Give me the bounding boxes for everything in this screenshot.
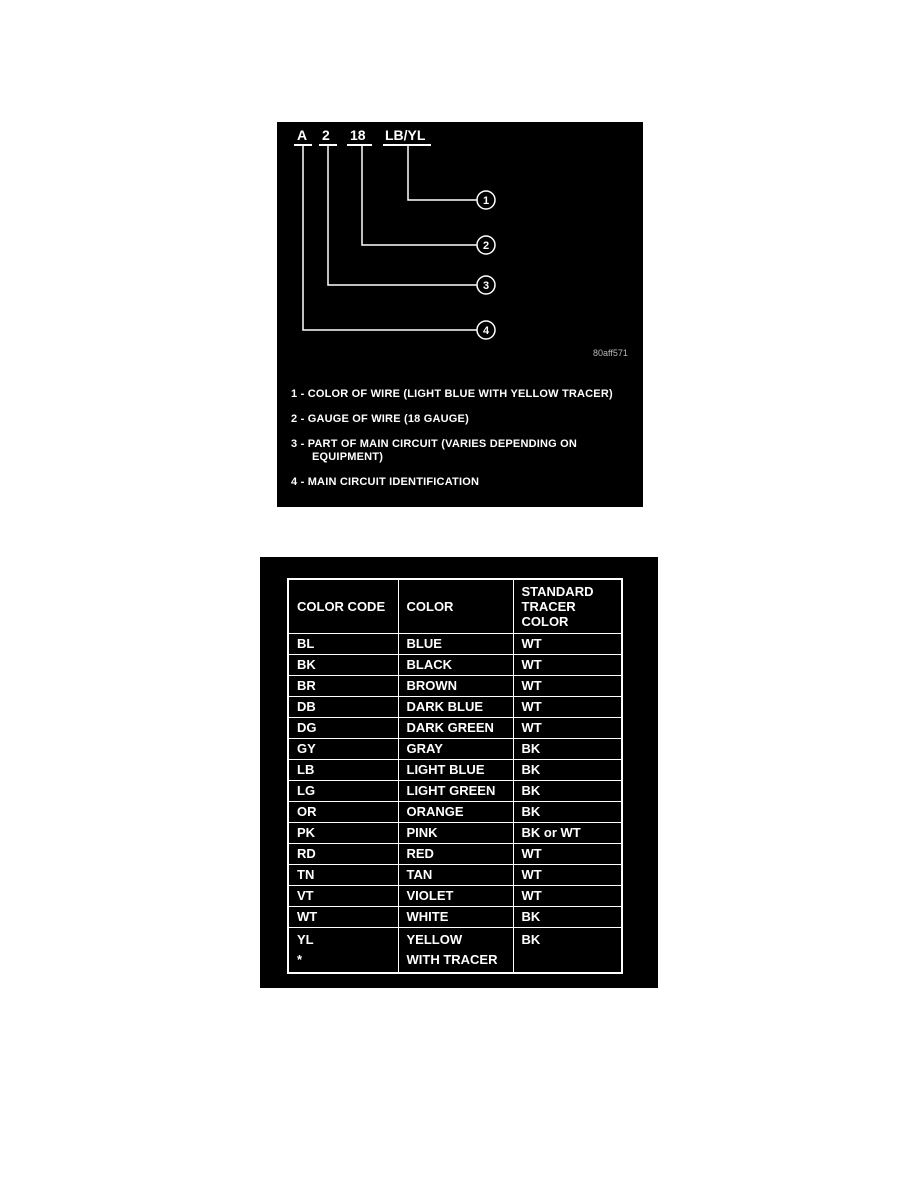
color-code-cell: DG [288, 718, 398, 739]
color-code-table-panel [260, 557, 658, 988]
color-code-cell: RD [288, 844, 398, 865]
table-row [288, 739, 622, 760]
color-cell: LIGHT GREEN [398, 781, 513, 802]
tracer-cell: BK [513, 907, 622, 928]
tracer-cell: WT [513, 886, 622, 907]
footer-color: YELLOW [406, 932, 463, 947]
tracer-cell: BK or WT [513, 823, 622, 844]
callout-number-1: 1 [482, 195, 490, 207]
color-cell: DARK GREEN [398, 718, 513, 739]
tracer-cell: BK [513, 739, 622, 760]
table-header-row [288, 579, 622, 634]
color-code-cell: LB [288, 760, 398, 781]
color-cell: ORANGE [398, 802, 513, 823]
wire-code-diagram [277, 122, 643, 372]
color-cell: DARK BLUE [398, 697, 513, 718]
color-cell: RED [398, 844, 513, 865]
figure-id-label: 80aff571 [593, 348, 628, 358]
color-code-cell: BK [288, 655, 398, 676]
callout-line-2 [362, 145, 477, 245]
diagram-legend [291, 388, 617, 501]
color-cell: TAN [398, 865, 513, 886]
callout-number-4: 4 [482, 325, 490, 337]
color-code-cell: OR [288, 802, 398, 823]
tracer-cell: WT [513, 697, 622, 718]
color-code-cell: GY [288, 739, 398, 760]
table-row [288, 718, 622, 739]
table-row [288, 865, 622, 886]
callout-line-1 [408, 145, 477, 200]
color-code-cell: TN [288, 865, 398, 886]
header-color: COLOR [398, 579, 513, 634]
footer-with-tracer: WITH TRACER [406, 952, 498, 967]
callout-line-4 [303, 145, 477, 330]
color-cell: BROWN [398, 676, 513, 697]
tracer-cell: WT [513, 844, 622, 865]
table-row [288, 886, 622, 907]
table-row [288, 781, 622, 802]
header-standard-tracer-color: STANDARD TRACER COLOR [513, 579, 622, 634]
color-code-cell: BR [288, 676, 398, 697]
legend-item-2: 2 - GAUGE OF WIRE (18 GAUGE) [291, 413, 469, 425]
table-footer-row [288, 928, 622, 974]
color-code-cell: PK [288, 823, 398, 844]
footer-code: YL [297, 932, 314, 947]
tracer-cell: WT [513, 634, 622, 655]
table-row [288, 823, 622, 844]
color-code-cell: DB [288, 697, 398, 718]
color-code-cell: BL [288, 634, 398, 655]
table-row [288, 634, 622, 655]
color-cell: PINK [398, 823, 513, 844]
callout-number-3: 3 [482, 280, 490, 292]
table-row [288, 844, 622, 865]
tracer-cell: BK [513, 802, 622, 823]
code-part-main-circuit: A [297, 127, 308, 143]
color-code-cell: LG [288, 781, 398, 802]
color-code-cell: VT [288, 886, 398, 907]
legend-item-4: 4 - MAIN CIRCUIT IDENTIFICATION [291, 476, 480, 488]
color-code-cell: WT [288, 907, 398, 928]
table-row [288, 802, 622, 823]
code-part-color: LB/YL [385, 127, 426, 143]
tracer-cell: BK [513, 928, 622, 974]
tracer-cell: BK [513, 781, 622, 802]
color-cell: VIOLET [398, 886, 513, 907]
legend-item-3: 3 - PART OF MAIN CIRCUIT (VARIES DEPENDING ON EQUIPMENT) [291, 438, 578, 463]
color-cell [398, 928, 513, 974]
legend-item-1: 1 - COLOR OF WIRE (LIGHT BLUE WITH YELLOW TRACER) [291, 388, 613, 400]
color-code-cell [288, 928, 398, 974]
table-row [288, 907, 622, 928]
callout-number-2: 2 [482, 240, 490, 252]
color-cell: BLUE [398, 634, 513, 655]
color-code-table [287, 578, 623, 974]
color-cell: WHITE [398, 907, 513, 928]
code-part-circuit-number: 2 [322, 127, 330, 143]
table-row [288, 676, 622, 697]
color-cell: GRAY [398, 739, 513, 760]
table-row [288, 655, 622, 676]
wire-code-diagram-panel [277, 122, 643, 507]
tracer-cell: WT [513, 676, 622, 697]
tracer-cell: WT [513, 718, 622, 739]
code-part-gauge: 18 [350, 127, 366, 143]
color-cell: BLACK [398, 655, 513, 676]
tracer-cell: WT [513, 655, 622, 676]
callout-line-3 [328, 145, 477, 285]
table-row [288, 760, 622, 781]
table-row [288, 697, 622, 718]
color-cell: LIGHT BLUE [398, 760, 513, 781]
header-color-code: COLOR CODE [288, 579, 398, 634]
tracer-cell: WT [513, 865, 622, 886]
tracer-cell: BK [513, 760, 622, 781]
footer-asterisk: * [297, 952, 303, 967]
